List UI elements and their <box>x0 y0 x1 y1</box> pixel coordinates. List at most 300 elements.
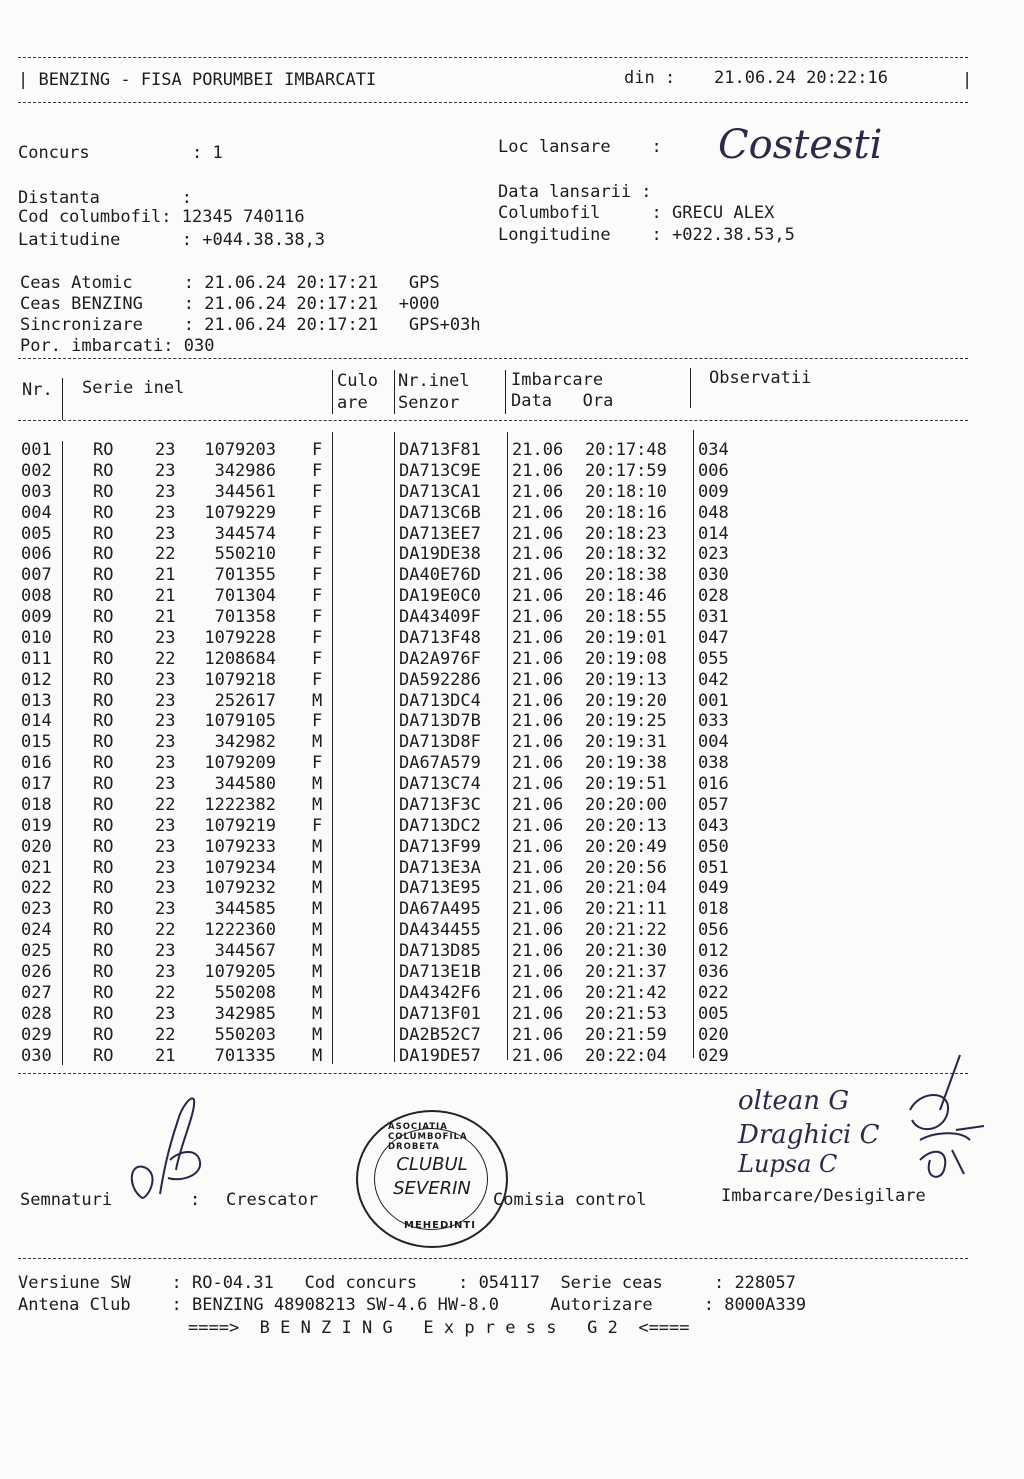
cell-senzor: DA713DC2 <box>399 816 481 836</box>
table-row <box>0 628 1024 649</box>
cell-an: 22 <box>155 544 176 564</box>
cell-data: 21.06 <box>512 503 564 523</box>
cell-sex: F <box>312 440 323 460</box>
cell-data: 21.06 <box>512 544 564 564</box>
cell-ora: 20:19:25 <box>585 711 667 731</box>
cell-serie: 344585 <box>214 899 276 919</box>
cell-sex: F <box>312 649 323 669</box>
cell-serie: 344580 <box>214 774 276 794</box>
cell-serie: 344567 <box>214 941 276 961</box>
table-row <box>0 711 1024 732</box>
cell-senzor: DA713D85 <box>399 941 481 961</box>
cell-sex: M <box>312 878 323 898</box>
cell-data: 21.06 <box>512 586 564 606</box>
cell-nr: 003 <box>21 482 52 502</box>
cell-data: 21.06 <box>512 628 564 648</box>
cell-data: 21.06 <box>512 649 564 669</box>
cell-ora: 20:19:01 <box>585 628 667 648</box>
cell-nr: 016 <box>21 753 52 773</box>
cell-ora: 20:21:22 <box>585 920 667 940</box>
table-row <box>0 899 1024 920</box>
cell-sex: M <box>312 983 323 1003</box>
cell-data: 21.06 <box>512 440 564 460</box>
cell-serie: 1222382 <box>204 795 276 815</box>
cell-serie: 1079203 <box>204 440 276 460</box>
cell-tara: RO <box>93 816 114 836</box>
cell-serie: 701355 <box>214 565 276 585</box>
cell-tara: RO <box>93 858 114 878</box>
cell-senzor: DA713F01 <box>399 1004 481 1024</box>
cell-obs: 050 <box>698 837 729 857</box>
stamp-top-arc: ASOCIATIA COLUMBOFILA DROBETA <box>388 1122 468 1152</box>
cell-sex: M <box>312 920 323 940</box>
cell-obs: 051 <box>698 858 729 878</box>
cell-obs: 043 <box>698 816 729 836</box>
date-label: din : <box>624 68 676 88</box>
cell-obs: 020 <box>698 1025 729 1045</box>
cell-sex: F <box>312 753 323 773</box>
cell-ora: 20:18:38 <box>585 565 667 585</box>
col-sep <box>332 370 333 414</box>
cell-serie: 1079228 <box>204 628 276 648</box>
ceas-atomic-field: Ceas Atomic : 21.06.24 20:17:21 GPS <box>20 273 440 293</box>
col-sep <box>62 378 63 420</box>
longitudine-field: Longitudine : +022.38.53,5 <box>498 225 795 245</box>
cell-ora: 20:20:56 <box>585 858 667 878</box>
cell-data: 21.06 <box>512 774 564 794</box>
comisia-control-label: Comisia control <box>493 1190 647 1210</box>
cell-sex: F <box>312 670 323 690</box>
cell-sex: F <box>312 565 323 585</box>
versiune-sw-line: Versiune SW : RO-04.31 Cod concurs : 054117 Serie ceas : 228057 <box>18 1273 796 1293</box>
cell-ora: 20:19:08 <box>585 649 667 669</box>
cell-obs: 023 <box>698 544 729 564</box>
cell-nr: 021 <box>21 858 52 878</box>
cell-serie: 550210 <box>214 544 276 564</box>
cell-tara: RO <box>93 670 114 690</box>
cell-obs: 049 <box>698 878 729 898</box>
col-header-imbarcare: Imbarcare <box>511 370 604 390</box>
cell-ora: 20:20:13 <box>585 816 667 836</box>
cell-tara: RO <box>93 941 114 961</box>
cell-an: 23 <box>155 816 176 836</box>
cell-senzor: DA713E3A <box>399 858 481 878</box>
cell-ora: 20:21:53 <box>585 1004 667 1024</box>
cell-serie: 252617 <box>214 691 276 711</box>
cell-nr: 011 <box>21 649 52 669</box>
cell-obs: 031 <box>698 607 729 627</box>
cell-senzor: DA4342F6 <box>399 983 481 1003</box>
cell-an: 23 <box>155 524 176 544</box>
table-row <box>0 816 1024 837</box>
cell-senzor: DA713F48 <box>399 628 481 648</box>
cell-data: 21.06 <box>512 711 564 731</box>
cell-tara: RO <box>93 440 114 460</box>
ceas-benzing-field: Ceas BENZING : 21.06.24 20:17:21 +000 <box>20 294 440 314</box>
table-row <box>0 649 1024 670</box>
cell-obs: 048 <box>698 503 729 523</box>
cell-nr: 007 <box>21 565 52 585</box>
cell-data: 21.06 <box>512 524 564 544</box>
cell-serie: 342982 <box>214 732 276 752</box>
table-row <box>0 1025 1024 1046</box>
print-datetime: 21.06.24 20:22:16 <box>714 68 888 88</box>
cell-sex: M <box>312 691 323 711</box>
col-sep <box>505 370 506 414</box>
cell-an: 23 <box>155 899 176 919</box>
cell-serie: 1079233 <box>204 837 276 857</box>
table-row <box>0 753 1024 774</box>
cell-serie: 701304 <box>214 586 276 606</box>
cell-senzor: DA713C6B <box>399 503 481 523</box>
cell-senzor: DA713D7B <box>399 711 481 731</box>
cell-data: 21.06 <box>512 837 564 857</box>
cell-data: 21.06 <box>512 753 564 773</box>
cell-an: 23 <box>155 691 176 711</box>
cell-senzor: DA19DE57 <box>399 1046 481 1066</box>
cell-nr: 028 <box>21 1004 52 1024</box>
cell-an: 22 <box>155 1025 176 1045</box>
col-sep <box>394 370 395 414</box>
cell-ora: 20:21:30 <box>585 941 667 961</box>
table-row <box>0 565 1024 586</box>
cell-ora: 20:17:59 <box>585 461 667 481</box>
cell-tara: RO <box>93 899 114 919</box>
cell-obs: 047 <box>698 628 729 648</box>
table-row <box>0 837 1024 858</box>
cell-senzor: DA40E76D <box>399 565 481 585</box>
cell-an: 21 <box>155 607 176 627</box>
cell-senzor: DA713E95 <box>399 878 481 898</box>
cell-an: 23 <box>155 753 176 773</box>
cell-data: 21.06 <box>512 962 564 982</box>
cell-obs: 036 <box>698 962 729 982</box>
cell-data: 21.06 <box>512 691 564 711</box>
cell-serie: 701358 <box>214 607 276 627</box>
table-row <box>0 607 1024 628</box>
cell-data: 21.06 <box>512 899 564 919</box>
cell-sex: M <box>312 858 323 878</box>
cell-senzor: DA2A976F <box>399 649 481 669</box>
cell-data: 21.06 <box>512 565 564 585</box>
cell-senzor: DA67A579 <box>399 753 481 773</box>
table-row <box>0 503 1024 524</box>
cell-tara: RO <box>93 628 114 648</box>
cell-obs: 006 <box>698 461 729 481</box>
cell-data: 21.06 <box>512 941 564 961</box>
cell-ora: 20:18:23 <box>585 524 667 544</box>
cell-ora: 20:18:16 <box>585 503 667 523</box>
cell-tara: RO <box>93 1004 114 1024</box>
col-header-observatii: Observatii <box>709 368 812 388</box>
cell-tara: RO <box>93 607 114 627</box>
cell-tara: RO <box>93 565 114 585</box>
cell-ora: 20:18:10 <box>585 482 667 502</box>
cell-serie: 1079219 <box>204 816 276 836</box>
cell-an: 23 <box>155 670 176 690</box>
cell-serie: 1079218 <box>204 670 276 690</box>
cell-nr: 014 <box>21 711 52 731</box>
cell-data: 21.06 <box>512 1046 564 1066</box>
cell-ora: 20:20:49 <box>585 837 667 857</box>
cell-tara: RO <box>93 795 114 815</box>
cell-an: 23 <box>155 1004 176 1024</box>
cell-nr: 009 <box>21 607 52 627</box>
form-title: | BENZING - FISA PORUMBEI IMBARCATI <box>18 70 377 90</box>
cell-serie: 1079105 <box>204 711 276 731</box>
cell-data: 21.06 <box>512 482 564 502</box>
cell-an: 22 <box>155 983 176 1003</box>
cell-an: 23 <box>155 711 176 731</box>
cell-ora: 20:18:55 <box>585 607 667 627</box>
cell-obs: 057 <box>698 795 729 815</box>
imbarcare-desigilare-label: Imbarcare/Desigilare <box>721 1186 926 1206</box>
cell-nr: 005 <box>21 524 52 544</box>
cell-an: 23 <box>155 878 176 898</box>
distanta-field: Distanta : <box>18 188 192 208</box>
stamp-line2: SEVERIN <box>393 1178 471 1199</box>
loc-lansare-handwritten: Costesti <box>718 122 883 168</box>
cell-an: 23 <box>155 858 176 878</box>
cell-senzor: DA19E0C0 <box>399 586 481 606</box>
cell-nr: 001 <box>21 440 52 460</box>
cell-data: 21.06 <box>512 732 564 752</box>
table-row <box>0 524 1024 545</box>
cell-tara: RO <box>93 920 114 940</box>
cell-sex: F <box>312 628 323 648</box>
cell-sex: F <box>312 607 323 627</box>
cell-ora: 20:21:04 <box>585 878 667 898</box>
cell-an: 23 <box>155 962 176 982</box>
cell-data: 21.06 <box>512 858 564 878</box>
cell-senzor: DA713DC4 <box>399 691 481 711</box>
cell-sex: M <box>312 837 323 857</box>
cell-tara: RO <box>93 691 114 711</box>
cell-serie: 1208684 <box>204 649 276 669</box>
cell-an: 21 <box>155 565 176 585</box>
cell-senzor: DA713EE7 <box>399 524 481 544</box>
table-row <box>0 461 1024 482</box>
cell-nr: 013 <box>21 691 52 711</box>
cell-sex: M <box>312 1046 323 1066</box>
cell-nr: 015 <box>21 732 52 752</box>
handwritten-name-3: Lupsa C <box>738 1150 838 1178</box>
cell-sex: M <box>312 795 323 815</box>
cell-serie: 1222360 <box>204 920 276 940</box>
crescator-label: Crescator <box>226 1190 319 1210</box>
cell-tara: RO <box>93 503 114 523</box>
cell-senzor: DA713F3C <box>399 795 481 815</box>
cell-senzor: DA43409F <box>399 607 481 627</box>
cell-obs: 029 <box>698 1046 729 1066</box>
cell-ora: 20:19:13 <box>585 670 667 690</box>
cell-obs: 009 <box>698 482 729 502</box>
cell-tara: RO <box>93 586 114 606</box>
table-row <box>0 482 1024 503</box>
cell-obs: 055 <box>698 649 729 669</box>
col-header-senzor: Senzor <box>398 393 460 413</box>
cell-data: 21.06 <box>512 878 564 898</box>
table-top-rule <box>18 358 968 359</box>
table-row <box>0 795 1024 816</box>
col-header-nr: Nr. <box>22 380 53 400</box>
cell-senzor: DA2B52C7 <box>399 1025 481 1045</box>
cell-sex: F <box>312 816 323 836</box>
cell-ora: 20:19:51 <box>585 774 667 794</box>
commission-signatures <box>860 1050 990 1190</box>
data-lansarii-field: Data lansarii : <box>498 182 652 202</box>
table-row <box>0 983 1024 1004</box>
cell-tara: RO <box>93 711 114 731</box>
por-imbarcati-field: Por. imbarcati: 030 <box>20 336 215 356</box>
loc-lansare-label: Loc lansare : <box>498 137 662 157</box>
cell-nr: 020 <box>21 837 52 857</box>
cell-sex: F <box>312 711 323 731</box>
cell-sex: M <box>312 962 323 982</box>
table-row <box>0 691 1024 712</box>
handwritten-name-2: Draghici C <box>738 1120 880 1150</box>
cell-nr: 008 <box>21 586 52 606</box>
cell-ora: 20:18:46 <box>585 586 667 606</box>
table-bottom-rule <box>18 1073 968 1074</box>
top-rule <box>18 57 968 58</box>
col-header-nr-inel: Nr.inel <box>398 371 470 391</box>
table-row <box>0 920 1024 941</box>
cell-serie: 344574 <box>214 524 276 544</box>
cell-senzor: DA713C9E <box>399 461 481 481</box>
header-rule <box>18 102 968 103</box>
cell-sex: F <box>312 461 323 481</box>
cell-sex: F <box>312 524 323 544</box>
cell-data: 21.06 <box>512 920 564 940</box>
cell-senzor: DA19DE38 <box>399 544 481 564</box>
cell-tara: RO <box>93 649 114 669</box>
semnaturi-label: Semnaturi <box>20 1190 113 1210</box>
cell-data: 21.06 <box>512 1025 564 1045</box>
cell-ora: 20:20:00 <box>585 795 667 815</box>
cell-an: 23 <box>155 503 176 523</box>
cell-ora: 20:21:37 <box>585 962 667 982</box>
table-row <box>0 440 1024 461</box>
cell-tara: RO <box>93 1025 114 1045</box>
cell-data: 21.06 <box>512 983 564 1003</box>
cell-senzor: DA713F99 <box>399 837 481 857</box>
table-row <box>0 941 1024 962</box>
cell-data: 21.06 <box>512 816 564 836</box>
table-row <box>0 962 1024 983</box>
cell-serie: 701335 <box>214 1046 276 1066</box>
cell-an: 22 <box>155 649 176 669</box>
cod-columbofil-field: Cod columbofil: 12345 740116 <box>18 207 305 227</box>
cell-serie: 344561 <box>214 482 276 502</box>
cell-ora: 20:19:20 <box>585 691 667 711</box>
cell-senzor: DA713C74 <box>399 774 481 794</box>
cell-obs: 005 <box>698 1004 729 1024</box>
cell-sex: F <box>312 503 323 523</box>
cell-serie: 1079234 <box>204 858 276 878</box>
col-header-culoare-1: Culo <box>337 371 378 391</box>
cell-nr: 017 <box>21 774 52 794</box>
header-right-bar: | <box>962 70 973 90</box>
cell-tara: RO <box>93 524 114 544</box>
cell-sex: M <box>312 1025 323 1045</box>
cell-obs: 012 <box>698 941 729 961</box>
cell-nr: 023 <box>21 899 52 919</box>
cell-nr: 024 <box>21 920 52 940</box>
cell-obs: 034 <box>698 440 729 460</box>
cell-tara: RO <box>93 983 114 1003</box>
cell-obs: 022 <box>698 983 729 1003</box>
concurs-field: Concurs : 1 <box>18 143 223 163</box>
table-header-rule <box>18 420 968 421</box>
cell-nr: 006 <box>21 544 52 564</box>
columbofil-field: Columbofil : GRECU ALEX <box>498 203 775 223</box>
cell-obs: 033 <box>698 711 729 731</box>
handwritten-name-1: oltean G <box>738 1086 850 1116</box>
crescator-signature <box>120 1090 220 1210</box>
cell-ora: 20:21:42 <box>585 983 667 1003</box>
cell-obs: 030 <box>698 565 729 585</box>
cell-an: 23 <box>155 837 176 857</box>
cell-senzor: DA713D8F <box>399 732 481 752</box>
col-header-serie-inel: Serie inel <box>82 378 185 398</box>
footer-rule <box>18 1258 968 1259</box>
cell-data: 21.06 <box>512 461 564 481</box>
cell-nr: 002 <box>21 461 52 481</box>
cell-nr: 012 <box>21 670 52 690</box>
cell-ora: 20:21:11 <box>585 899 667 919</box>
cell-data: 21.06 <box>512 670 564 690</box>
cell-sex: M <box>312 941 323 961</box>
cell-sex: M <box>312 899 323 919</box>
cell-nr: 004 <box>21 503 52 523</box>
cell-an: 23 <box>155 774 176 794</box>
cell-an: 23 <box>155 482 176 502</box>
cell-serie: 550208 <box>214 983 276 1003</box>
cell-senzor: DA434455 <box>399 920 481 940</box>
table-row <box>0 544 1024 565</box>
cell-an: 21 <box>155 586 176 606</box>
cell-an: 23 <box>155 461 176 481</box>
cell-obs: 038 <box>698 753 729 773</box>
cell-nr: 019 <box>21 816 52 836</box>
cell-sex: F <box>312 482 323 502</box>
cell-senzor: DA713CA1 <box>399 482 481 502</box>
cell-obs: 028 <box>698 586 729 606</box>
cell-sex: F <box>312 544 323 564</box>
table-row <box>0 586 1024 607</box>
cell-obs: 014 <box>698 524 729 544</box>
cell-nr: 025 <box>21 941 52 961</box>
cell-sex: F <box>312 586 323 606</box>
cell-tara: RO <box>93 482 114 502</box>
cell-serie: 1079209 <box>204 753 276 773</box>
cell-serie: 342986 <box>214 461 276 481</box>
cell-obs: 001 <box>698 691 729 711</box>
cell-data: 21.06 <box>512 795 564 815</box>
cell-senzor: DA713E1B <box>399 962 481 982</box>
sincronizare-field: Sincronizare : 21.06.24 20:17:21 GPS+03h <box>20 315 481 335</box>
cell-an: 23 <box>155 732 176 752</box>
cell-an: 21 <box>155 1046 176 1066</box>
table-row <box>0 858 1024 879</box>
table-row <box>0 1004 1024 1025</box>
cell-an: 23 <box>155 941 176 961</box>
cell-tara: RO <box>93 461 114 481</box>
cell-obs: 042 <box>698 670 729 690</box>
cell-ora: 20:21:59 <box>585 1025 667 1045</box>
table-row <box>0 732 1024 753</box>
